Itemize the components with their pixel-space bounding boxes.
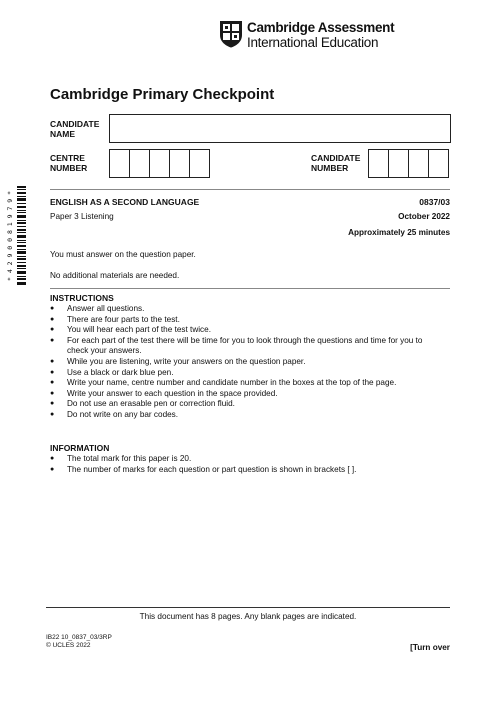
barcode [17,186,26,285]
candidate-number-cell[interactable] [368,149,389,178]
centre-number-label-line2: NUMBER [50,163,88,173]
information-item: ● The number of marks for each question or part question is shown in brackets [ ]. [50,465,445,476]
turn-over: [Turn over [410,643,450,652]
centre-number-cell[interactable] [129,149,150,178]
centre-number-field[interactable] [109,149,210,178]
instruction-item: ● There are four parts to the test. [50,315,445,326]
footer-meta [46,634,112,650]
instruction-item: ● Do not write on any bar codes. [50,410,445,421]
materials-note: No additional materials are needed. [50,271,180,280]
instruction-item: ● Answer all questions. [50,304,445,315]
centre-number-cell[interactable] [149,149,170,178]
instruction-item: ● Do not use an erasable pen or correction fluid. [50,399,445,410]
information-heading: INFORMATION [50,443,110,453]
centre-number-cell[interactable] [189,149,210,178]
paper-name: Paper 3 Listening [50,212,114,221]
candidate-number-cell[interactable] [428,149,449,178]
instruction-item: ● Write your name, centre number and candidate number in the boxes at the top of the page. [50,378,445,389]
document-reference: IB22 10_0837_03/3RP [46,634,112,641]
candidate-number-label-line2: NUMBER [311,163,349,173]
instructions-heading: INSTRUCTIONS [50,293,114,303]
information-list [50,454,445,475]
instruction-item: ● Use a black or dark blue pen. [50,368,445,379]
copyright: © UCLES 2022 [46,642,91,649]
candidate-name-label-line1: CANDIDATE [50,119,100,129]
candidate-name-label-line2: NAME [50,129,76,139]
exam-session: October 2022 [398,212,450,221]
paper-code: 0837/03 [419,197,450,207]
barcode-digits: * 4 2 9 0 0 8 1 9 7 9 * [6,190,14,281]
candidate-number-field[interactable] [368,149,449,178]
divider [50,288,450,289]
centre-number-cell[interactable] [109,149,130,178]
candidate-number-label-line1: CANDIDATE [311,153,361,163]
pages-note: This document has 8 pages. Any blank pages are indicated. [139,612,357,621]
candidate-name-field[interactable] [109,114,451,143]
centre-number-label [50,153,87,173]
logo-line2: International Education [247,35,379,50]
centre-number-label-line1: CENTRE [50,153,85,163]
instruction-item: ● You will hear each part of the test twice. [50,325,445,336]
candidate-number-label [311,153,360,173]
candidate-name-label [50,119,99,139]
candidate-number-cell[interactable] [408,149,429,178]
centre-number-cell[interactable] [169,149,190,178]
instruction-item: ● While you are listening, write your answers on the question paper. [50,357,445,368]
information-item: ● The total mark for this paper is 20. [50,454,445,465]
footer-divider [46,607,450,608]
logo-line1: Cambridge Assessment [247,20,395,35]
answer-note: You must answer on the question paper. [50,250,196,259]
instruction-item: ● Write your answer to each question in the space provided. [50,389,445,400]
candidate-number-cell[interactable] [388,149,409,178]
instruction-item: ● For each part of the test there will be time for you to look through the questions and time for you to check your answers. [50,336,445,357]
page-title: Cambridge Primary Checkpoint [50,86,275,103]
exam-duration: Approximately 25 minutes [348,228,450,237]
instructions-list [50,304,445,421]
divider [50,189,450,190]
cambridge-shield-icon [219,20,243,48]
subject-title: ENGLISH AS A SECOND LANGUAGE [50,197,200,207]
